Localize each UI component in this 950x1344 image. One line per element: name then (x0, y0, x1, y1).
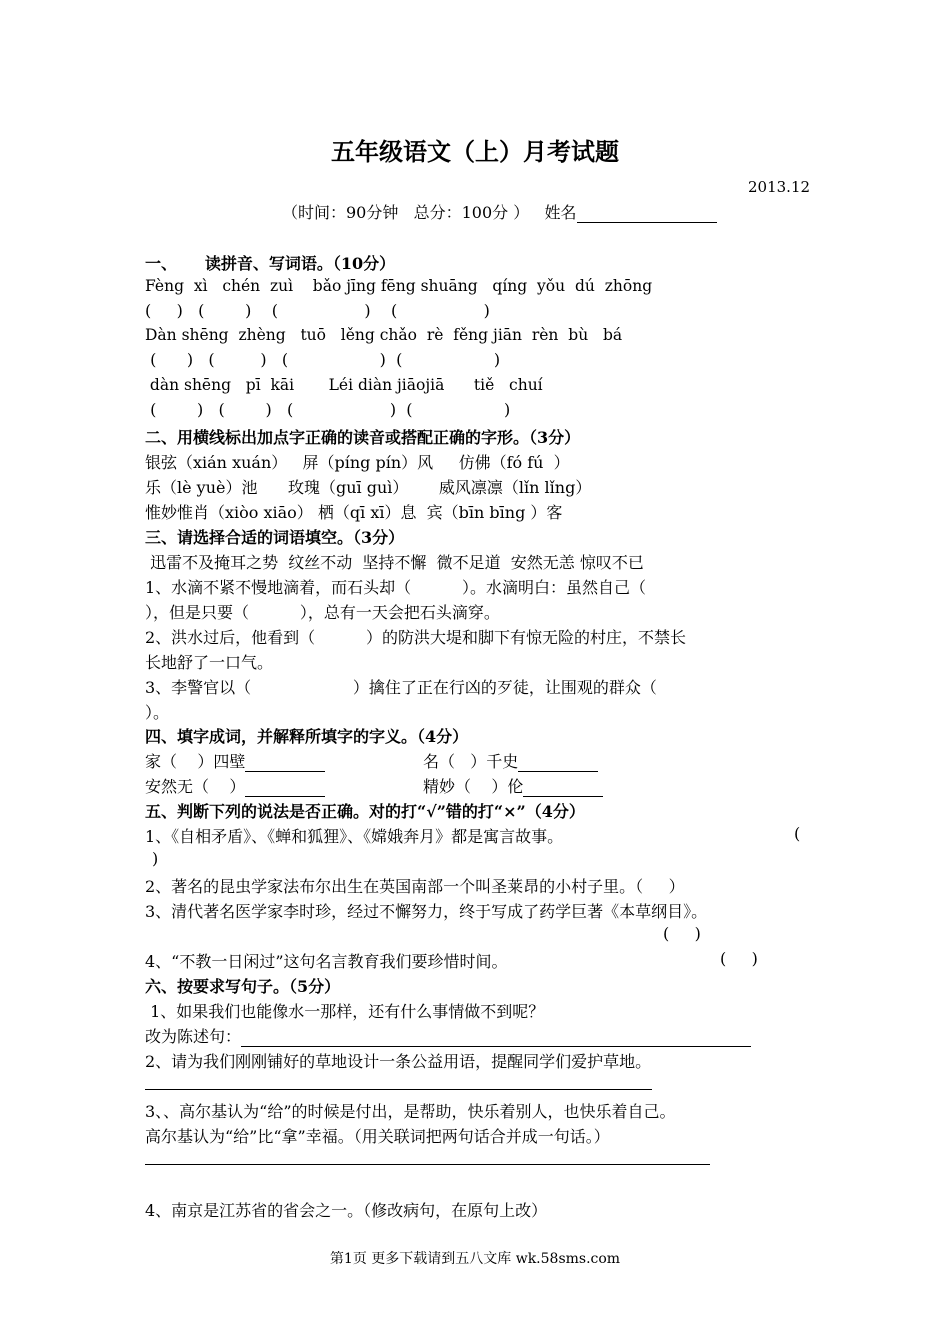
section-4-heading: 四、填字成词，并解释所填字的字义。（4分） (145, 727, 469, 746)
section-3-heading: 三、请选择合适的词语填空。（3分） (145, 528, 405, 547)
idiom-2 (423, 749, 598, 772)
sentence-2: 2、请为我们刚刚铺好的草地设计一条公益用语，提醒同学们爱护草地。 (145, 1052, 652, 1071)
section-6-heading: 六、按要求写句子。（5分） (145, 977, 341, 996)
sentence-2-blank[interactable] (145, 1089, 652, 1090)
idiom-2-blank[interactable] (518, 754, 598, 772)
judge-3-answer[interactable]: ( ) (663, 924, 701, 943)
name-label: 姓名 (544, 203, 577, 222)
answer-row-1[interactable]: ( ) ( ) ( ) ( ) (145, 301, 490, 320)
section-2-line-3: 惟妙惟肖（xiòo xiāo） 栖（qī xī）息 宾（bīn bīng ）客 (145, 503, 563, 522)
q3-1-line-b: ），但是只要（ ），总有一天会把石头滴穿。 (145, 603, 500, 622)
idiom-3-text: 安然无（ ） (145, 777, 246, 796)
section-2-line-2: 乐（lè yuè）池 玫瑰（guī guì） 威风凛凛（lǐn lǐng） (145, 478, 592, 497)
page-title: 五年级语文（上）月考试题 (331, 137, 619, 166)
answer-row-2[interactable]: ( ) ( ) ( ) ( ) (145, 350, 501, 369)
judge-1-close[interactable]: ) (152, 849, 159, 868)
section-5-heading: 五、判断下列的说法是否正确。对的打“√”错的打“×”（4分） (145, 802, 585, 821)
judge-4-answer[interactable]: ( ) (720, 949, 758, 968)
q3-2-line-b: 长地舒了一口气。 (145, 653, 274, 672)
pinyin-row-2: Dàn shēng zhèng tuō lěng chǎo rè fěng jiān rèn bù bá (145, 326, 623, 344)
sentence-1: 1、如果我们也能像水一那样，还有什么事情做不到呢？ (145, 1002, 545, 1021)
exam-info (282, 200, 717, 223)
page-footer: 第1页 更多下载请到五八文库 wk.58sms.com (329, 1251, 621, 1267)
section-2-line-1: 银弦（xián xuán） 屏（píng pín）风 仿佛（fó fú ） (145, 453, 570, 472)
judge-4-text: 4、“不教一日闲过”这句名言教育我们要珍惜时间。 (145, 952, 508, 971)
section-2-heading: 二、用横线标出加点字正确的读音或搭配正确的字形。（3分） (145, 428, 581, 447)
sentence-1-answer (145, 1024, 751, 1047)
name-blank[interactable] (577, 204, 717, 223)
idiom-4-blank[interactable] (523, 779, 603, 797)
sentence-1-label: 改为陈述句： (145, 1027, 242, 1046)
exam-date: 2013.12 (748, 178, 811, 196)
judge-3-text: 3、清代著名医学家李时珍，经过不懈努力，终于写成了药学巨著《本草纲目》。 (145, 902, 708, 921)
idiom-2-text: 名（ ）千史 (423, 752, 519, 771)
q3-2-line-a: 2、洪水过后，他看到（ ）的防洪大堤和脚下有惊无险的村庄，不禁长 (145, 628, 687, 647)
idiom-3 (145, 774, 325, 797)
idiom-4 (423, 774, 603, 797)
q3-3-line-b: ）。 (145, 703, 170, 722)
pinyin-row-3: dàn shēng pī kāi Léi diàn jiāojiā tiě chuí (145, 376, 543, 394)
idiom-1-blank[interactable] (245, 754, 325, 772)
idiom-3-blank[interactable] (245, 779, 325, 797)
sentence-3-blank[interactable] (145, 1164, 710, 1165)
sentence-3-line-b: 高尔基认为“给”比“拿”幸福。（用关联词把两句话合并成一句话。） (145, 1127, 610, 1146)
judge-1-text: 1、《自相矛盾》、《蝉和狐狸》、《嫦娥奔月》都是寓言故事。 (145, 827, 564, 846)
section-1-heading: 一、 读拼音、写词语。（10分） (145, 254, 396, 273)
sentence-4: 4、南京是江苏省的省会之一。（修改病句，在原句上改） (145, 1201, 548, 1220)
sentence-3-line-a: 3、、高尔基认为“给”的时候是付出，是帮助，快乐着别人，也快乐着自己。 (145, 1102, 676, 1121)
sentence-1-blank[interactable] (241, 1029, 751, 1047)
q3-3-line-a: 3、李警官以（ ）擒住了正在行凶的歹徒，让围观的群众（ (145, 678, 657, 697)
idiom-4-text: 精妙（ ）伦 (423, 777, 524, 796)
word-bank: 迅雷不及掩耳之势 纹丝不动 坚持不懈 微不足道 安然无恙 惊叹不已 (145, 553, 644, 572)
judge-2: 2、著名的昆虫学家法布尔出生在英国南部一个叫圣莱昂的小村子里。（ ） (145, 877, 685, 896)
pinyin-row-1: Fèng xì chén zuì bǎo jīng fēng shuāng qíng yǒu dú zhōng (145, 277, 653, 295)
judge-1-open[interactable]: ( (794, 824, 801, 843)
idiom-1-text: 家（ ）四壁 (145, 752, 246, 771)
q3-1-line-a: 1、水滴不紧不慢地滴着，而石头却（ ）。水滴明白：虽然自己（ (145, 578, 647, 597)
answer-row-3[interactable]: ( ) ( ) ( ) ( ) (145, 400, 511, 419)
exam-info-text: （时间：90分钟 总分：100分 ） (282, 203, 530, 222)
idiom-1 (145, 749, 325, 772)
